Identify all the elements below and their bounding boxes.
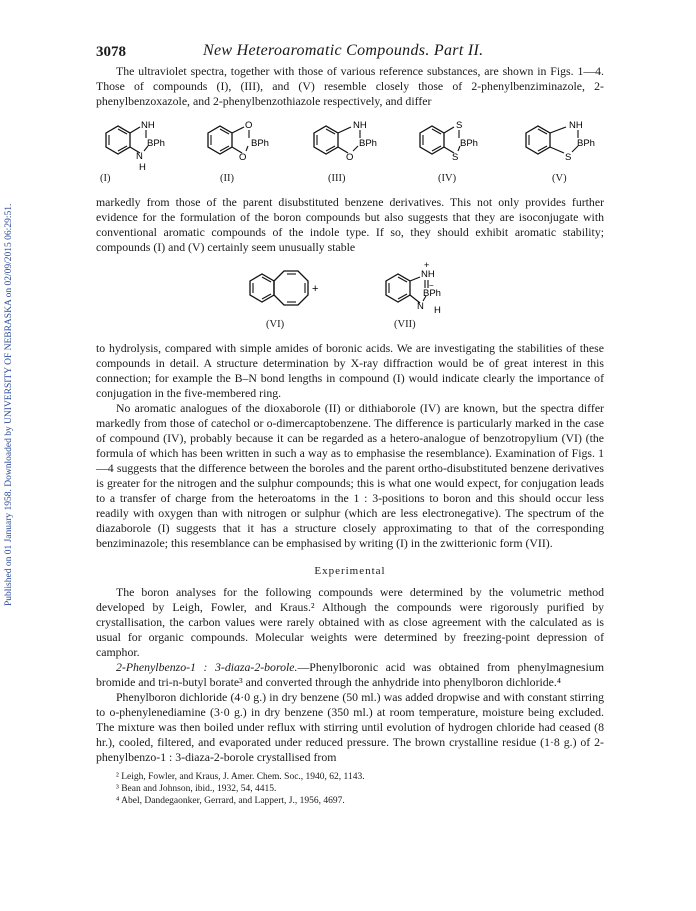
- running-title: New Heteroaromatic Compounds. Part II.: [203, 42, 484, 59]
- atom-label: O: [239, 152, 247, 163]
- structure-label: (IV): [438, 173, 457, 184]
- atom-label: H: [434, 305, 441, 316]
- page-number: 3078: [96, 44, 126, 60]
- paragraph-6: [96, 660, 604, 690]
- structure-III: [304, 115, 388, 184]
- atom-label: BPh: [359, 138, 377, 149]
- paragraph-5: The boron analyses for the following compounds were determined by the volumetric method developed by Leigh, Fowler, and Kraus.² Although the compounds were rigorously purified by crystallisation, the carbon values were rarely obtained with as close agreement with the calculated as is usual for organic compounds. Molecular weights were determined by freezing-point depression of camphor.: [96, 585, 604, 659]
- atom-label: NH: [353, 120, 367, 131]
- download-watermark: Published on 01 January 1958. Downloaded by UNIVERSITY OF NEBRASKA on 02/09/2015 06:29:51.: [4, 203, 14, 606]
- atom-label: S: [452, 152, 459, 163]
- compound-name: 2-Phenylbenzo-1 : 3-diaza-2-borole.: [116, 660, 298, 674]
- atom-label: BPh: [577, 138, 595, 149]
- structure-I: [96, 115, 180, 184]
- structure-label: (VI): [266, 319, 285, 330]
- atom-label: N: [417, 301, 424, 312]
- structure-VII: [376, 261, 466, 330]
- paragraph-2: markedly from those of the parent disubstituted benzene derivatives. This not only provides further evidence for the formulation of the boron compounds but also suggests that they are isoconjugate with conventional aromatic compounds of the indole type. If so, they should exhibit aromatic stability; compounds (I) and (V) certainly seem unusually stable: [96, 195, 604, 254]
- atom-label: BPh: [423, 288, 441, 299]
- footnote: ⁴ Abel, Dandegaonker, Gerrard, and Lappert, J., 1956, 4697.: [116, 796, 345, 806]
- charge-label: −: [429, 281, 434, 290]
- structure-label: (V): [552, 173, 567, 184]
- structure-label: (III): [328, 173, 346, 184]
- paragraph-3: to hydrolysis, compared with simple amides of boronic acids. We are investigating the stabilities of these compounds in detail. A structure determination by X-ray diffraction would be of great interest in this connection; for example the B–N bond lengths in compound (I) would indicate clearly the importance of conjugation in the five-membered ring.: [96, 341, 604, 400]
- charge-label: +: [312, 283, 319, 295]
- atom-label: NH: [421, 269, 435, 280]
- structure-IV: [410, 115, 494, 184]
- structure-label: (II): [220, 173, 234, 184]
- charge-label: +: [424, 261, 430, 270]
- structure-II: [198, 115, 282, 184]
- paragraph-7: Phenylboron dichloride (4·0 g.) in dry benzene (50 ml.) was added dropwise and with constant stirring to o-phenylenediamine (3·0 g.) in dry benzene (350 ml.) at room temperature, moisture being excluded. The mixture was then boiled under reflux with stirring until evolution of hydrogen chloride had ceased (8 hr.), cooled, filtered, and evaporated under reduced pressure. The brown crystalline residue (1·8 g.) of 2-phenylbenzo-1 : 3-diaza-2-borole crystallised from: [96, 690, 604, 764]
- footnote: ³ Bean and Johnson, ibid., 1932, 54, 4415.: [116, 784, 277, 794]
- footnote: ² Leigh, Fowler, and Kraus, J. Amer. Chem. Soc., 1940, 62, 1143.: [116, 772, 365, 782]
- atom-label: NH: [569, 120, 583, 131]
- atom-label: BPh: [460, 138, 478, 149]
- structure-VI: [242, 263, 342, 330]
- paragraph-4: No aromatic analogues of the dioxaborole (II) or dithiaborole (IV) are known, but the spectra differ markedly from those of catechol or o-dimercaptobenzene. The difference is particularly marked in the case of compound (IV), probably because it can be regarded as a hetero-analogue of benzotropylium (VI) (the formula of which has been written in such a way as to emphasise the resemblance). Examination of Figs. 1—4 suggests that the difference between the boroles and the parent ortho-disubstituted benzene derivatives is greater for the nitrogen and the sulphur compounds; this is what one would expect, for conjugation leads to a transfer of charge from the heteroatoms in the 1 : 3-positions to boron and this should occur less readily with oxygen than with nitrogen or sulphur (which are less electronegative). The spectrum of the diazaborole (I) suggests that it has a structure closely approximating to that of the corresponding benziminazole; this resemblance can be emphasised by writing (I) in the zwitterionic form (VII).: [96, 401, 604, 550]
- atom-label: H: [139, 162, 146, 173]
- structure-label: (VII): [394, 319, 416, 330]
- atom-label: O: [346, 152, 354, 163]
- footnotes: [96, 771, 604, 807]
- structure-label: (I): [100, 173, 111, 184]
- article-page: [96, 40, 604, 807]
- structure-V: [516, 115, 604, 184]
- paragraph-1: The ultraviolet spectra, together with those of various reference substances, are shown in Figs. 1—4. Those of compounds (I), (III), and (V) resemble closely those of 2-phenylbenziminazole, 2-phenylbenzoxazole, and 2-phenylbenzothiazole respectively, and differ: [96, 64, 604, 108]
- paragraph-6-text: —Phenylboronic acid was obtained from phenylmagnesium bromide and tri-n-butyl borate³ and converted through the anhydride into phenylboron dichloride.⁴: [96, 660, 604, 689]
- section-heading: Experimental: [314, 565, 386, 577]
- atom-label: S: [565, 152, 572, 163]
- page-header: [96, 40, 604, 64]
- atom-label: N: [136, 151, 143, 162]
- atom-label: NH: [141, 120, 155, 131]
- atom-label: BPh: [147, 138, 165, 149]
- atom-label: S: [456, 120, 463, 131]
- atom-label: O: [245, 120, 253, 131]
- atom-label: BPh: [251, 138, 269, 149]
- structures-row-2: [96, 261, 604, 335]
- structures-row-1: [96, 115, 604, 187]
